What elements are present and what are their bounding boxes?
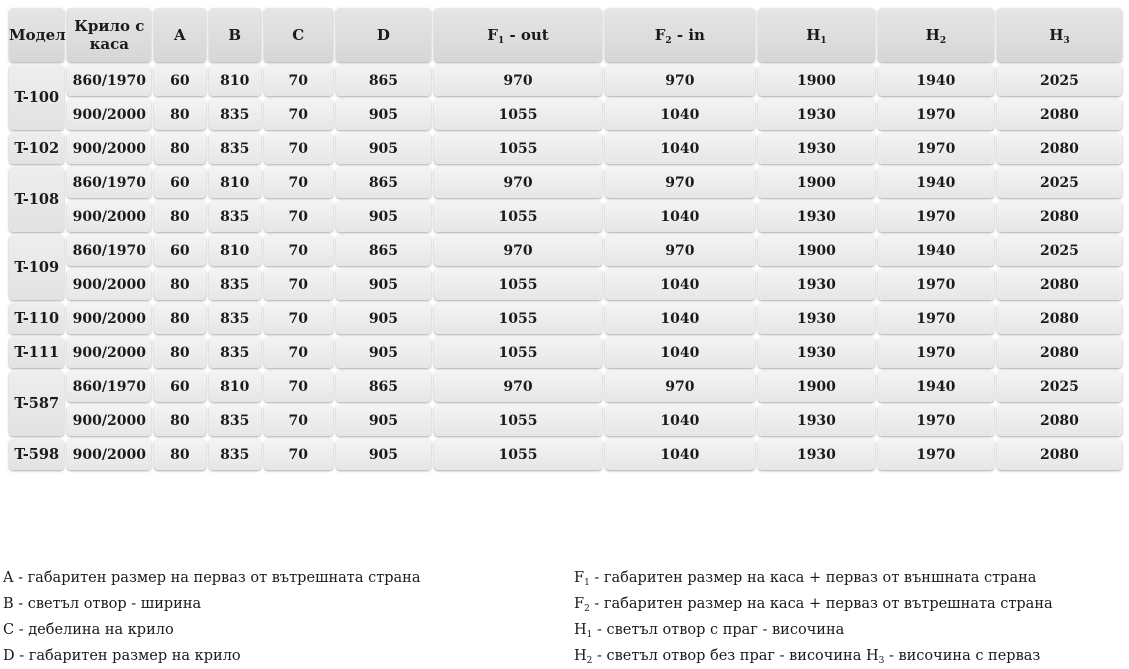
table-row: [9, 439, 1122, 470]
table-row: [9, 99, 1122, 130]
cell-f2: 1040: [605, 439, 755, 470]
table-row: [9, 167, 1122, 198]
cell-c: 70: [264, 65, 333, 96]
cell-h3: 2025: [997, 371, 1122, 402]
header-b: B: [209, 8, 261, 62]
cell-leaf: 900/2000: [67, 133, 151, 164]
cell-leaf: 860/1970: [67, 167, 151, 198]
cell-b: 835: [209, 337, 261, 368]
cell-f2: 1040: [605, 303, 755, 334]
legend-d: D - габаритен размер на крило: [3, 648, 241, 664]
cell-a: 60: [154, 167, 205, 198]
cell-h3: 2025: [997, 167, 1122, 198]
cell-a: 80: [154, 269, 205, 300]
table-row: [9, 65, 1122, 96]
model-cell: T-598: [9, 439, 64, 470]
header-c: C: [264, 8, 333, 62]
cell-h1: 1930: [758, 303, 875, 334]
header-h2: $H_2$: [878, 8, 994, 62]
model-cell: T-111: [9, 337, 64, 368]
cell-c: 70: [264, 99, 333, 130]
cell-d: 865: [336, 371, 432, 402]
cell-b: 835: [209, 269, 261, 300]
cell-f1: 1055: [434, 201, 601, 232]
cell-h1: 1900: [758, 371, 875, 402]
cell-b: 835: [209, 405, 261, 436]
cell-h1: 1930: [758, 337, 875, 368]
cell-d: 865: [336, 65, 432, 96]
legend-left: [3, 565, 420, 669]
cell-h1: 1930: [758, 405, 875, 436]
header-h1: $H_1$: [758, 8, 875, 62]
spec-table-body: [9, 65, 1122, 470]
cell-h2: 1970: [878, 201, 994, 232]
legend-right: [574, 565, 1053, 669]
cell-f1: 1055: [434, 269, 601, 300]
cell-leaf: 900/2000: [67, 201, 151, 232]
legend-f1: $F_1$ - габаритен размер на каса + перваз от външната страна: [574, 570, 1037, 588]
cell-b: 810: [209, 371, 261, 402]
cell-d: 905: [336, 337, 432, 368]
header-f2: $F_2$ - in: [605, 8, 755, 62]
cell-b: 835: [209, 133, 261, 164]
cell-f2: 1040: [605, 337, 755, 368]
cell-h3: 2025: [997, 65, 1122, 96]
cell-leaf: 900/2000: [67, 439, 151, 470]
cell-f1: 1055: [434, 99, 601, 130]
cell-d: 865: [336, 167, 432, 198]
cell-leaf: 900/2000: [67, 337, 151, 368]
cell-leaf: 900/2000: [67, 303, 151, 334]
cell-h2: 1940: [878, 167, 994, 198]
table-row: [9, 133, 1122, 164]
legend-f2: $F_2$ - габаритен размер на каса + перваз от вътрешната страна: [574, 596, 1053, 614]
table-row: [9, 303, 1122, 334]
model-cell: T-110: [9, 303, 64, 334]
cell-h2: 1940: [878, 371, 994, 402]
cell-f1: 970: [434, 371, 601, 402]
cell-a: 80: [154, 303, 205, 334]
cell-b: 835: [209, 439, 261, 470]
cell-h2: 1970: [878, 337, 994, 368]
cell-leaf: 900/2000: [67, 99, 151, 130]
cell-d: 905: [336, 269, 432, 300]
cell-h1: 1930: [758, 133, 875, 164]
cell-a: 80: [154, 201, 205, 232]
model-cell: T-102: [9, 133, 64, 164]
legend-b: B - светъл отвор - ширина: [3, 596, 202, 612]
cell-h2: 1970: [878, 303, 994, 334]
cell-h2: 1970: [878, 439, 994, 470]
cell-h3: 2080: [997, 303, 1122, 334]
cell-b: 810: [209, 235, 261, 266]
header-a: A: [154, 8, 205, 62]
cell-h1: 1900: [758, 235, 875, 266]
legend-a: A - габаритен размер на перваз от вътрешната страна: [3, 570, 421, 586]
header-row: [9, 8, 1122, 62]
cell-f2: 1040: [605, 201, 755, 232]
cell-c: 70: [264, 337, 333, 368]
cell-f2: 1040: [605, 269, 755, 300]
cell-h1: 1900: [758, 167, 875, 198]
cell-h2: 1970: [878, 405, 994, 436]
cell-f2: 970: [605, 65, 755, 96]
cell-h1: 1930: [758, 269, 875, 300]
cell-d: 905: [336, 439, 432, 470]
cell-h3: 2080: [997, 133, 1122, 164]
cell-h2: 1970: [878, 133, 994, 164]
model-cell: T-100: [9, 65, 64, 130]
cell-b: 835: [209, 303, 261, 334]
cell-h3: 2080: [997, 99, 1122, 130]
model-cell: T-587: [9, 371, 64, 436]
spec-table: [6, 5, 1125, 473]
header-model: Модел: [9, 8, 64, 62]
cell-f2: 1040: [605, 405, 755, 436]
table-row: [9, 201, 1122, 232]
table-row: [9, 371, 1122, 402]
header-d: D: [336, 8, 432, 62]
legend-h2-h3: $H_2$ - светъл отвор без праг - височина $H_3$ - височина с перваз: [574, 648, 1041, 666]
cell-f2: 970: [605, 371, 755, 402]
cell-leaf: 900/2000: [67, 405, 151, 436]
cell-h1: 1930: [758, 201, 875, 232]
header-leaf: Крило с каса: [67, 8, 151, 62]
cell-a: 80: [154, 337, 205, 368]
cell-c: 70: [264, 439, 333, 470]
cell-a: 60: [154, 235, 205, 266]
cell-b: 810: [209, 167, 261, 198]
cell-leaf: 860/1970: [67, 235, 151, 266]
cell-b: 810: [209, 65, 261, 96]
cell-a: 80: [154, 99, 205, 130]
cell-a: 80: [154, 439, 205, 470]
legend-h1: $H_1$ - светъл отвор с праг - височина: [574, 622, 845, 640]
cell-h2: 1940: [878, 235, 994, 266]
cell-f2: 970: [605, 167, 755, 198]
cell-h1: 1930: [758, 439, 875, 470]
cell-f1: 970: [434, 235, 601, 266]
cell-a: 60: [154, 371, 205, 402]
cell-h1: 1900: [758, 65, 875, 96]
model-cell: T-109: [9, 235, 64, 300]
cell-h3: 2080: [997, 439, 1122, 470]
cell-a: 60: [154, 65, 205, 96]
cell-c: 70: [264, 201, 333, 232]
cell-h2: 1970: [878, 99, 994, 130]
cell-f1: 970: [434, 65, 601, 96]
cell-c: 70: [264, 235, 333, 266]
cell-h3: 2080: [997, 337, 1122, 368]
cell-f1: 1055: [434, 303, 601, 334]
cell-a: 80: [154, 405, 205, 436]
table-row: [9, 405, 1122, 436]
header-f1: $F_1$ - out: [434, 8, 601, 62]
cell-h3: 2080: [997, 405, 1122, 436]
cell-d: 905: [336, 405, 432, 436]
cell-b: 835: [209, 99, 261, 130]
cell-h3: 2080: [997, 201, 1122, 232]
table-row: [9, 337, 1122, 368]
cell-h2: 1970: [878, 269, 994, 300]
cell-f2: 1040: [605, 99, 755, 130]
header-h3: $H_3$: [997, 8, 1122, 62]
cell-c: 70: [264, 371, 333, 402]
cell-h2: 1940: [878, 65, 994, 96]
cell-c: 70: [264, 405, 333, 436]
cell-c: 70: [264, 303, 333, 334]
cell-d: 905: [336, 303, 432, 334]
cell-f1: 1055: [434, 337, 601, 368]
table-row: [9, 235, 1122, 266]
cell-h3: 2080: [997, 269, 1122, 300]
cell-f2: 1040: [605, 133, 755, 164]
cell-d: 905: [336, 99, 432, 130]
cell-d: 905: [336, 201, 432, 232]
table-row: [9, 269, 1122, 300]
legend-c: C - дебелина на крило: [3, 622, 174, 638]
cell-c: 70: [264, 269, 333, 300]
cell-f1: 1055: [434, 405, 601, 436]
cell-c: 70: [264, 167, 333, 198]
cell-f1: 970: [434, 167, 601, 198]
cell-c: 70: [264, 133, 333, 164]
cell-leaf: 860/1970: [67, 65, 151, 96]
cell-f2: 970: [605, 235, 755, 266]
cell-d: 905: [336, 133, 432, 164]
cell-f1: 1055: [434, 133, 601, 164]
cell-leaf: 900/2000: [67, 269, 151, 300]
cell-h3: 2025: [997, 235, 1122, 266]
cell-leaf: 860/1970: [67, 371, 151, 402]
cell-h1: 1930: [758, 99, 875, 130]
cell-a: 80: [154, 133, 205, 164]
cell-f1: 1055: [434, 439, 601, 470]
cell-d: 865: [336, 235, 432, 266]
model-cell: T-108: [9, 167, 64, 232]
cell-b: 835: [209, 201, 261, 232]
